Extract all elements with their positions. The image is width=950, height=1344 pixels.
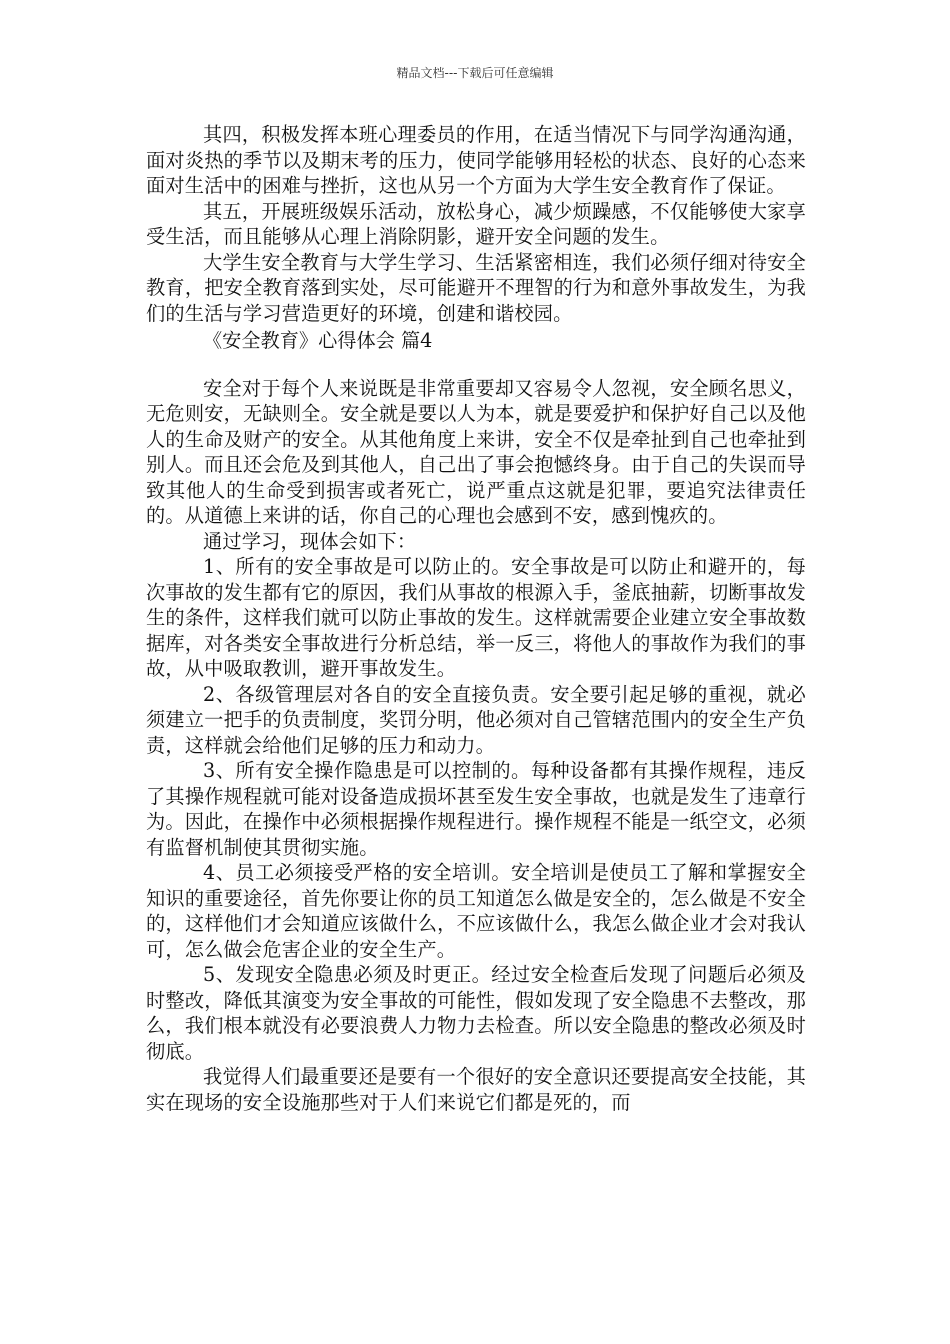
paragraph-11: 我觉得人们最重要还是要有一个很好的安全意识还要提高安全技能，其实在现场的安全设施那些对于人们来说它们都是死的，而 bbox=[146, 1065, 806, 1114]
paragraph-6: 1、所有的安全事故是可以防止的。安全事故是可以防止和避开的，每次事故的发生都有它的原因，我们从事故的根源入手，釜底抽薪，切断事故发生的条件，这样我们就可以防止事故的发生。这样就需要企业建立安全事故数据库，对各类安全事故进行分析总结，举一反三，将他人的事故作为我们的事故，从中吸取教训，避开事故发生。 bbox=[146, 555, 806, 680]
paragraph-3: 大学生安全教育与大学生学习、生活紧密相连，我们必须仔细对待安全教育，把安全教育落到实处，尽可能避开不理智的行为和意外事故发生，为我们的生活与学习营造更好的环境，创建和谐校园。 bbox=[146, 250, 806, 325]
paragraph-4: 安全对于每个人来说既是非常重要却又容易令人忽视，安全顾名思义，无危则安，无缺则全。安全就是要以人为本，就是要爱护和保护好自己以及他人的生命及财产的安全。从其他角度上来讲，安全不仅是牵扯到自己也牵扯到别人。而且还会危及到其他人，自己出了事会抱憾终身。由于自己的失误而导致其他人的生命受到损害或者死亡，说严重点这就是犯罪，要追究法律责任的。从道德上来讲的话，你自己的心理也会感到不安，感到愧疚的。 bbox=[146, 376, 806, 527]
paragraph-2: 其五，开展班级娱乐活动，放松身心，减少烦躁感，不仅能够使大家享受生活，而且能够从心理上消除阴影，避开安全问题的发生。 bbox=[146, 199, 806, 248]
paragraph-1: 其四，积极发挥本班心理委员的作用，在适当情况下与同学沟通沟通，面对炎热的季节以及期末考的压力，使同学能够用轻松的状态、良好的心态来面对生活中的困难与挫折，这也从另一个方面为大学生安全教育作了保证。 bbox=[146, 123, 806, 197]
page-header: 精品文档---下载后可任意编辑 bbox=[396, 66, 554, 80]
paragraph-7: 2、各级管理层对各自的安全直接负责。安全要引起足够的重视，就必须建立一把手的负责制度，奖罚分明，他必须对自己管辖范围内的安全生产负责，这样就会给他们足够的压力和动力。 bbox=[146, 682, 806, 757]
document-body bbox=[146, 122, 806, 1115]
paragraph-9: 4、员工必须接受严格的安全培训。安全培训是使员工了解和掌握安全知识的重要途径，首先你要让你的员工知道怎么做是安全的，怎么做是不安全的，这样他们才会知道应该做什么，不应该做什么，我怎么做企业才会对我认可，怎么做会危害企业的安全生产。 bbox=[146, 861, 806, 961]
section-heading: 《安全教育》心得体会 篇4 bbox=[203, 329, 433, 352]
paragraph-10: 5、发现安全隐患必须及时更正。经过安全检查后发现了问题后必须及时整改，降低其演变为安全事故的可能性，假如发现了安全隐患不去整改，那么，我们根本就没有必要浪费人力物力去检查。所以安全隐患的整改必须及时彻底。 bbox=[146, 963, 806, 1063]
paragraph-5: 通过学习，现体会如下： bbox=[203, 529, 417, 553]
paragraph-8: 3、所有安全操作隐患是可以控制的。每种设备都有其操作规程，违反了其操作规程就可能对设备造成损坏甚至发生安全事故，也就是发生了违章行为。因此，在操作中必须根据操作规程进行。操作规程不能是一纸空文，必须有监督机制使其贯彻实施。 bbox=[146, 759, 806, 859]
